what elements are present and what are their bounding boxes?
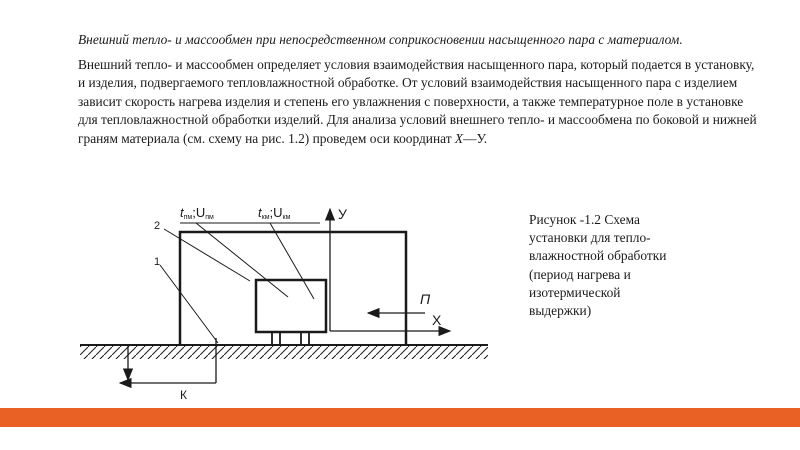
leader-line-2 bbox=[164, 229, 250, 281]
label-k: К bbox=[180, 388, 187, 402]
label-tpm: tпм;Uпм bbox=[180, 205, 214, 221]
product-foot-right bbox=[301, 332, 309, 345]
label-2: 2 bbox=[154, 220, 161, 232]
leader-line-1 bbox=[160, 265, 218, 343]
label-x-axis: X bbox=[432, 312, 442, 328]
body-axis-sep: —У. bbox=[463, 130, 488, 146]
slide-heading: Внешний тепло- и массообмен при непосредственном соприкосновении насыщенного пара с материалом. bbox=[78, 32, 683, 47]
body-axis-x: X bbox=[454, 130, 464, 146]
body-text: Внешний тепло- и массообмен определяет условия взаимодействия насыщенного пара, который подается в установку, и изделия, подвергаемого тепловлажностной обработке. От условий взаимодействия насыщенного пара с изделием зависит скорость нагрева изделия и степень его увлажнения с поверхности, а также температурное поле в установке для тепловлажностной обработки изделий. Для анализа условий внешнего тепло- и массообмена по боковой и нижней граням материала (см. схему на рис. 1.2) проведем оси координат bbox=[78, 57, 757, 146]
slide-body-paragraph bbox=[78, 56, 758, 148]
label-tkm: tкм;Uкм bbox=[258, 205, 291, 221]
label-1: 1 bbox=[154, 256, 161, 268]
ground-hatching bbox=[80, 345, 488, 359]
leader-line-tpm bbox=[196, 223, 288, 297]
figure-caption: Рисунок -1.2 Схема установки для тепло-влажностной обработки (период нагрева и изотермической выдержки) bbox=[529, 212, 667, 319]
product-box bbox=[256, 280, 326, 332]
product-foot-left bbox=[272, 332, 280, 345]
label-p: П bbox=[420, 291, 431, 307]
chamber-outline bbox=[180, 232, 406, 345]
accent-bar bbox=[0, 408, 800, 427]
label-y-axis: У bbox=[338, 206, 347, 222]
steam-chamber-diagram bbox=[80, 195, 510, 405]
